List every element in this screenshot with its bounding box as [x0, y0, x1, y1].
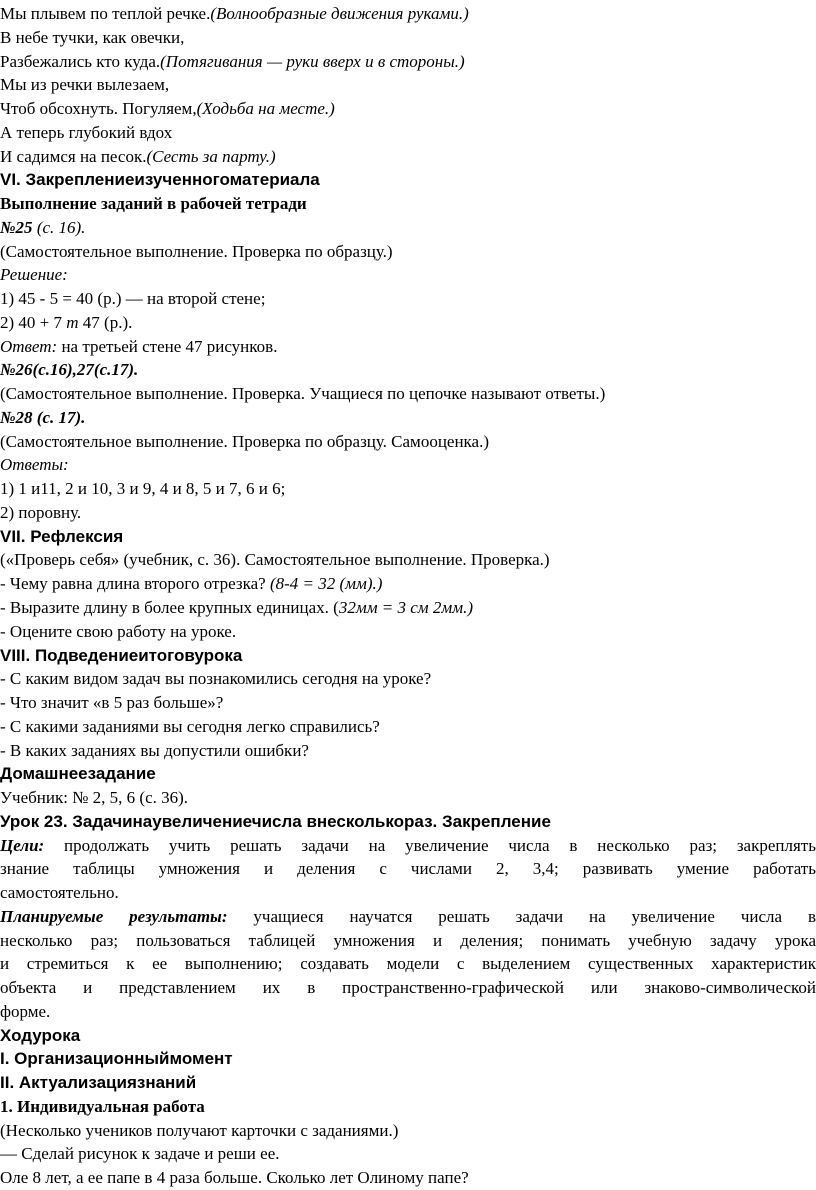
text-line — [0, 929, 816, 953]
text-run: объекта и представлением их в пространственно-графической или знаково-символической — [0, 978, 816, 998]
text-run: (Самостоятельное выполнение. Проверка по образцу. Самооценка.) — [0, 431, 490, 451]
italic-text-run: (Потягивания — руки вверх и в стороны.) — [160, 51, 465, 71]
text-run: 1) 45 - 5 = 40 (р.) — на второй стене; — [0, 289, 266, 309]
text-line — [0, 453, 816, 477]
text-line — [0, 596, 816, 620]
text-run: знание таблицы умножения и деления с числами 2, 3,4; развивать умение работать — [0, 859, 816, 879]
text-run: (Самостоятельное выполнение. Проверка. Учащиеся по цепочке называют ответы.) — [0, 384, 606, 404]
text-run: самостоятельно. — [0, 883, 119, 903]
bold-text-run: II. Актуализациязнаний — [0, 1073, 197, 1093]
text-line — [0, 121, 816, 145]
text-line — [0, 952, 816, 976]
bold-text-run: 1. Индивидуальная работа — [0, 1096, 205, 1116]
text-run: - Оцените свою работу на уроке. — [0, 621, 237, 641]
section-heading — [0, 168, 816, 192]
italic-text-run: (Сесть за парту.) — [146, 146, 276, 166]
text-line — [0, 240, 816, 264]
text-line — [0, 358, 816, 382]
text-line — [0, 192, 816, 216]
section-heading — [0, 1047, 816, 1071]
text-line — [0, 857, 816, 881]
text-run: 2) 40 + 7 — [0, 312, 67, 332]
text-line — [0, 620, 816, 644]
text-line — [0, 548, 816, 572]
bold-text-run: Выполнение заданий в рабочей тетради — [0, 194, 307, 214]
bold-text-run: Цели: — [0, 835, 45, 855]
text-line — [0, 2, 816, 26]
italic-text-run: Ответы: — [0, 455, 69, 475]
text-line — [0, 430, 816, 454]
section-heading — [0, 1024, 816, 1048]
text-run: Мы из речки вылезаем, — [0, 75, 170, 95]
text-line — [0, 691, 816, 715]
text-run: - Что значит «в 5 раз больше»? — [0, 693, 224, 713]
text-run: учащиеся научатся решать задачи на увеличение числа в — [227, 906, 816, 926]
text-run: 2) поровну. — [0, 502, 82, 522]
text-line — [0, 216, 816, 240]
text-line — [0, 1119, 816, 1143]
text-line — [0, 406, 816, 430]
bold-text-run: Планируемые результаты: — [0, 906, 228, 926]
italic-text-run: (с. 16). — [32, 217, 86, 237]
bold-text-run: №26(с.16),27(с.17). — [0, 360, 139, 380]
bold-text-run: №28 (с. 17). — [0, 407, 86, 427]
bold-text-run: VI. Закреплениеизученногоматериала — [0, 170, 320, 190]
text-run: - В каких заданиях вы допустили ошибки? — [0, 740, 309, 760]
text-run: Мы плывем по теплой речке. — [0, 4, 211, 23]
text-line — [0, 26, 816, 50]
text-line — [0, 1166, 816, 1190]
text-run: несколько раз; пользоваться таблицей умножения и деления; понимать учебную задачу урока — [0, 930, 816, 950]
text-line — [0, 382, 816, 406]
bold-text-run: Домашнеезадание — [0, 764, 156, 784]
text-run: - Выразите длину в более крупных единицах. ( — [0, 598, 339, 617]
text-line — [0, 73, 816, 97]
text-run: — Сделай рисунок к задаче и реши ее. — [0, 1144, 280, 1164]
text-line — [0, 335, 816, 359]
text-run: (Самостоятельное выполнение. Проверка по образцу.) — [0, 241, 393, 261]
text-line — [0, 905, 816, 929]
section-heading — [0, 525, 816, 549]
text-line — [0, 786, 816, 810]
section-heading — [0, 810, 816, 834]
text-run: на третьей стене 47 рисунков. — [57, 336, 278, 356]
text-line — [0, 667, 816, 691]
italic-text-run: Решение: — [0, 265, 68, 285]
text-run: (Несколько учеников получают карточки с заданиями.) — [0, 1120, 399, 1140]
italic-text-run: т — [66, 312, 79, 332]
text-line — [0, 145, 816, 169]
text-run: 1) 1 и11, 2 и 10, 3 и 9, 4 и 8, 5 и 7, 6 и 6; — [0, 479, 286, 499]
text-line — [0, 50, 816, 74]
text-run: И садимся на песок. — [0, 146, 147, 166]
bold-text-run: №25 — [0, 217, 33, 237]
text-line — [0, 976, 816, 1000]
text-run: - С каким видом задач вы познакомились сегодня на уроке? — [0, 669, 432, 689]
italic-text-run: (Волнообразные движения руками.) — [210, 4, 469, 23]
text-line — [0, 477, 816, 501]
text-line — [0, 1142, 816, 1166]
text-run: 47 (р.). — [78, 312, 133, 332]
italic-text-run: 32мм = 3 см 2мм.) — [338, 598, 474, 617]
text-run: В небе тучки, как овечки, — [0, 27, 185, 47]
text-line — [0, 715, 816, 739]
text-line — [0, 1000, 816, 1024]
text-run: («Проверь себя» (учебник, с. 36). Самостоятельное выполнение. Проверка.) — [0, 550, 550, 570]
text-run: Оле 8 лет, а ее папе в 4 раза больше. Сколько лет Олиному папе? — [0, 1168, 469, 1188]
text-line — [0, 834, 816, 858]
bold-text-run: Ходурока — [0, 1025, 81, 1045]
text-line — [0, 287, 816, 311]
text-run: Учебник: № 2, 5, 6 (с. 36). — [0, 788, 189, 808]
text-line — [0, 97, 816, 121]
text-run: и стремиться к ее выполнению; создавать модели с выделением существенных характеристик — [0, 954, 816, 974]
text-line — [0, 1095, 816, 1119]
text-line — [0, 739, 816, 763]
text-run: Чтоб обсохнуть. Погуляем, — [0, 99, 197, 119]
bold-text-run: Урок 23. Задачинаувеличениечисла внесколькораз. Закрепление — [0, 811, 551, 831]
bold-text-run: I. Организационныймомент — [0, 1049, 233, 1069]
italic-text-run: Ответ: — [0, 336, 58, 356]
section-heading — [0, 1071, 816, 1095]
text-run: А теперь глубокий вдох — [0, 122, 173, 142]
text-run: Разбежались кто куда. — [0, 51, 161, 71]
text-line — [0, 263, 816, 287]
text-line — [0, 311, 816, 335]
italic-text-run: (8-4 = 32 (мм).) — [269, 574, 383, 594]
bold-text-run: VIII. Подведениеитоговурока — [0, 645, 243, 665]
italic-text-run: (Ходьба на месте.) — [196, 99, 335, 119]
text-line — [0, 572, 816, 596]
text-run: продолжать учить решать задачи на увеличение числа в несколько раз; закреплять — [44, 835, 816, 855]
bold-text-run: VII. Рефлексия — [0, 526, 124, 546]
text-line — [0, 501, 816, 525]
section-heading — [0, 644, 816, 668]
text-line — [0, 881, 816, 905]
text-run: - С какими заданиями вы сегодня легко справились? — [0, 716, 380, 736]
text-run: - Чему равна длина второго отрезка? — [0, 574, 270, 594]
text-run: форме. — [0, 1001, 51, 1021]
section-heading — [0, 762, 816, 786]
